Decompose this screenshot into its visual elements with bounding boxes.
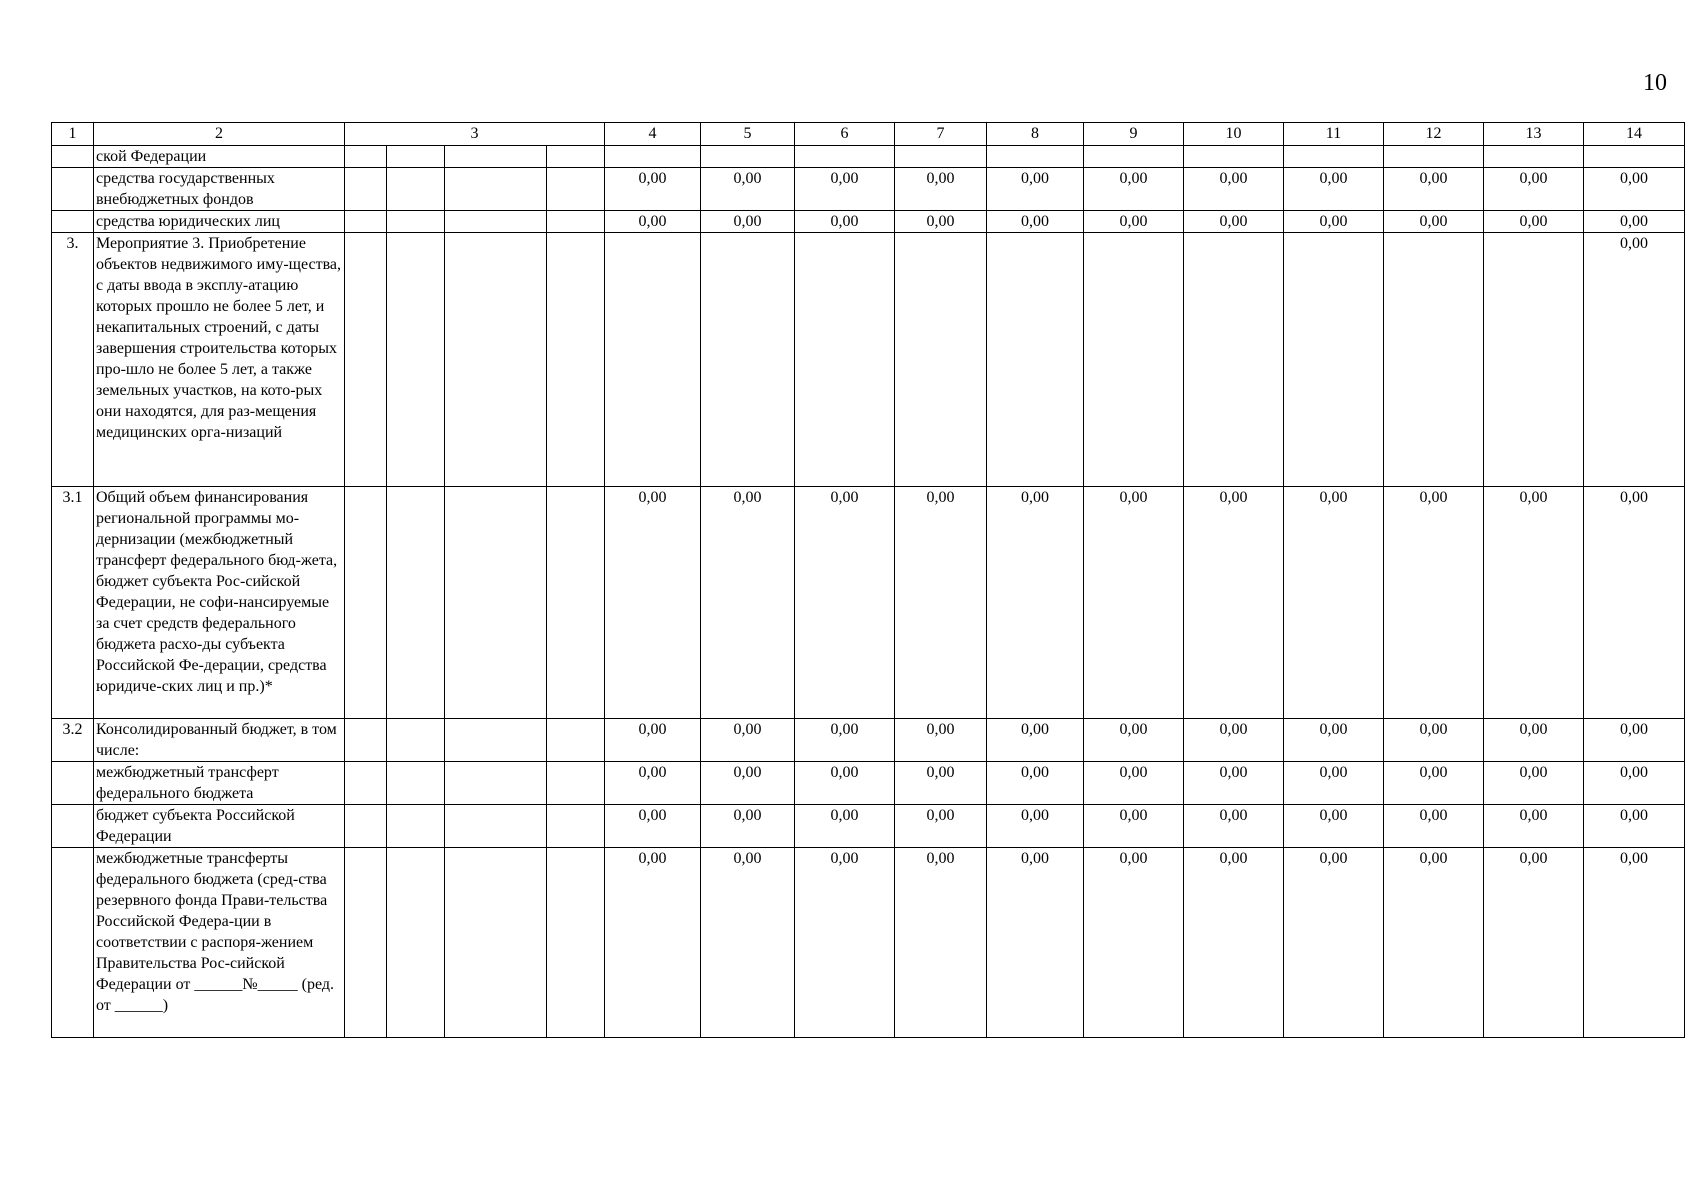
value-cell: 0,00 bbox=[1284, 805, 1384, 848]
table-row bbox=[52, 805, 1685, 848]
table-row bbox=[52, 146, 1685, 168]
value-cell: 0,00 bbox=[795, 487, 895, 719]
column-3-subcell bbox=[387, 487, 445, 719]
column-3-subcell bbox=[445, 211, 547, 233]
value-cell: 0,00 bbox=[1184, 848, 1284, 1038]
column-3-subcell bbox=[547, 719, 605, 762]
value-cell: 0,00 bbox=[1084, 719, 1184, 762]
header-cell: 6 bbox=[795, 123, 895, 146]
value-cell: 0,00 bbox=[1584, 233, 1685, 487]
value-cell: 0,00 bbox=[605, 762, 701, 805]
table-row bbox=[52, 233, 1685, 487]
table-row bbox=[52, 719, 1685, 762]
column-3-subcell bbox=[445, 848, 547, 1038]
value-cell: 0,00 bbox=[795, 848, 895, 1038]
column-3-subcell bbox=[387, 805, 445, 848]
value-cell: 0,00 bbox=[1584, 211, 1685, 233]
value-cell: 0,00 bbox=[1184, 805, 1284, 848]
value-cell: 0,00 bbox=[987, 211, 1084, 233]
column-3-subcell bbox=[345, 487, 387, 719]
column-3-subcell bbox=[445, 146, 547, 168]
row-index: 3. bbox=[52, 233, 94, 487]
value-cell: 0,00 bbox=[1084, 805, 1184, 848]
column-3-subcell bbox=[547, 233, 605, 487]
header-cell: 1 bbox=[52, 123, 94, 146]
value-cell bbox=[795, 146, 895, 168]
value-cell: 0,00 bbox=[1484, 848, 1584, 1038]
table-row bbox=[52, 211, 1685, 233]
value-cell: 0,00 bbox=[1484, 762, 1584, 805]
value-cell bbox=[605, 233, 701, 487]
value-cell: 0,00 bbox=[1084, 211, 1184, 233]
column-3-subcell bbox=[387, 233, 445, 487]
row-description: бюджет субъекта Российской Федерации bbox=[94, 805, 345, 848]
value-cell: 0,00 bbox=[701, 719, 795, 762]
row-description: средства юридических лиц bbox=[94, 211, 345, 233]
value-cell bbox=[1284, 233, 1384, 487]
value-cell: 0,00 bbox=[895, 848, 987, 1038]
column-3-subcell bbox=[547, 168, 605, 211]
value-cell bbox=[1584, 146, 1685, 168]
row-index: 3.1 bbox=[52, 487, 94, 719]
row-index: 3.2 bbox=[52, 719, 94, 762]
value-cell: 0,00 bbox=[1084, 762, 1184, 805]
column-3-subcell bbox=[445, 487, 547, 719]
value-cell: 0,00 bbox=[1584, 762, 1685, 805]
value-cell: 0,00 bbox=[1484, 168, 1584, 211]
row-description: средства государственных внебюджетных фондов bbox=[94, 168, 345, 211]
value-cell bbox=[1284, 146, 1384, 168]
row-index bbox=[52, 146, 94, 168]
value-cell: 0,00 bbox=[1184, 762, 1284, 805]
column-3-subcell bbox=[387, 848, 445, 1038]
value-cell: 0,00 bbox=[1584, 719, 1685, 762]
value-cell: 0,00 bbox=[1284, 719, 1384, 762]
value-cell bbox=[987, 233, 1084, 487]
column-3-subcell bbox=[345, 211, 387, 233]
value-cell: 0,00 bbox=[895, 805, 987, 848]
column-3-subcell bbox=[547, 805, 605, 848]
column-3-subcell bbox=[345, 233, 387, 487]
value-cell: 0,00 bbox=[1584, 487, 1685, 719]
value-cell bbox=[895, 146, 987, 168]
value-cell bbox=[795, 233, 895, 487]
value-cell bbox=[1484, 146, 1584, 168]
value-cell bbox=[895, 233, 987, 487]
value-cell: 0,00 bbox=[795, 805, 895, 848]
value-cell: 0,00 bbox=[701, 762, 795, 805]
column-3-subcell bbox=[445, 168, 547, 211]
value-cell: 0,00 bbox=[987, 762, 1084, 805]
value-cell: 0,00 bbox=[701, 805, 795, 848]
column-3-subcell bbox=[445, 233, 547, 487]
value-cell: 0,00 bbox=[1384, 719, 1484, 762]
value-cell: 0,00 bbox=[1184, 487, 1284, 719]
value-cell: 0,00 bbox=[1284, 762, 1384, 805]
column-3-subcell bbox=[445, 762, 547, 805]
value-cell: 0,00 bbox=[605, 211, 701, 233]
value-cell bbox=[1484, 233, 1584, 487]
value-cell: 0,00 bbox=[1584, 848, 1685, 1038]
column-3-subcell bbox=[445, 805, 547, 848]
value-cell: 0,00 bbox=[1484, 487, 1584, 719]
value-cell: 0,00 bbox=[987, 719, 1084, 762]
row-index bbox=[52, 168, 94, 211]
header-cell: 8 bbox=[987, 123, 1084, 146]
page-number: 10 bbox=[1643, 70, 1667, 96]
value-cell: 0,00 bbox=[1284, 487, 1384, 719]
value-cell bbox=[1084, 146, 1184, 168]
column-3-subcell bbox=[345, 719, 387, 762]
row-description: Общий объем финансирования региональной программы мо-дернизации (межбюджетный трансферт федерального бюд-жета, бюджет субъекта Рос-сийской Федерации, не софи-нансируемые за счет средств федерального бюджета расхо-ды субъекта Российской Фе-дерации, средства юридиче-ских лиц и пр.)* bbox=[94, 487, 345, 719]
header-cell: 12 bbox=[1384, 123, 1484, 146]
header-cell: 4 bbox=[605, 123, 701, 146]
column-3-subcell bbox=[547, 211, 605, 233]
value-cell bbox=[701, 233, 795, 487]
value-cell: 0,00 bbox=[895, 762, 987, 805]
value-cell: 0,00 bbox=[701, 168, 795, 211]
value-cell: 0,00 bbox=[1484, 805, 1584, 848]
value-cell: 0,00 bbox=[1284, 211, 1384, 233]
value-cell bbox=[987, 146, 1084, 168]
value-cell bbox=[1384, 233, 1484, 487]
value-cell: 0,00 bbox=[1384, 211, 1484, 233]
value-cell: 0,00 bbox=[895, 487, 987, 719]
header-cell: 11 bbox=[1284, 123, 1384, 146]
table-row bbox=[52, 168, 1685, 211]
value-cell bbox=[1084, 233, 1184, 487]
header-cell: 9 bbox=[1084, 123, 1184, 146]
value-cell: 0,00 bbox=[1484, 719, 1584, 762]
column-3-subcell bbox=[345, 146, 387, 168]
value-cell: 0,00 bbox=[895, 211, 987, 233]
value-cell: 0,00 bbox=[1384, 168, 1484, 211]
column-3-subcell bbox=[345, 168, 387, 211]
column-3-subcell bbox=[387, 211, 445, 233]
value-cell: 0,00 bbox=[701, 848, 795, 1038]
value-cell bbox=[1384, 146, 1484, 168]
value-cell: 0,00 bbox=[1584, 168, 1685, 211]
value-cell: 0,00 bbox=[1584, 805, 1685, 848]
value-cell: 0,00 bbox=[987, 487, 1084, 719]
value-cell: 0,00 bbox=[701, 211, 795, 233]
value-cell: 0,00 bbox=[795, 211, 895, 233]
value-cell bbox=[701, 146, 795, 168]
value-cell: 0,00 bbox=[895, 719, 987, 762]
value-cell: 0,00 bbox=[1084, 487, 1184, 719]
value-cell: 0,00 bbox=[1284, 848, 1384, 1038]
header-cell: 7 bbox=[895, 123, 987, 146]
value-cell: 0,00 bbox=[895, 168, 987, 211]
column-3-subcell bbox=[387, 762, 445, 805]
header-cell: 14 bbox=[1584, 123, 1685, 146]
column-3-subcell bbox=[387, 168, 445, 211]
value-cell: 0,00 bbox=[1484, 211, 1584, 233]
value-cell: 0,00 bbox=[605, 848, 701, 1038]
value-cell: 0,00 bbox=[605, 805, 701, 848]
value-cell: 0,00 bbox=[1384, 762, 1484, 805]
header-cell: 10 bbox=[1184, 123, 1284, 146]
column-3-subcell bbox=[345, 805, 387, 848]
header-cell: 5 bbox=[701, 123, 795, 146]
column-3-subcell bbox=[547, 487, 605, 719]
table-row bbox=[52, 848, 1685, 1038]
value-cell: 0,00 bbox=[605, 487, 701, 719]
value-cell: 0,00 bbox=[701, 487, 795, 719]
value-cell bbox=[1184, 146, 1284, 168]
row-description: ской Федерации bbox=[94, 146, 345, 168]
column-3-subcell bbox=[547, 146, 605, 168]
table-row bbox=[52, 762, 1685, 805]
value-cell: 0,00 bbox=[1184, 168, 1284, 211]
column-3-subcell bbox=[387, 719, 445, 762]
value-cell: 0,00 bbox=[1284, 168, 1384, 211]
row-description: межбюджетные трансферты федерального бюджета (сред-ства резервного фонда Прави-тельства Российской Федера-ции в соответствии с распоря-жением Правительства Рос-сийской Федерации от ______№_____ (ред. от ______) bbox=[94, 848, 345, 1038]
column-3-subcell bbox=[345, 762, 387, 805]
row-description: межбюджетный трансферт федерального бюджета bbox=[94, 762, 345, 805]
value-cell: 0,00 bbox=[1084, 168, 1184, 211]
value-cell: 0,00 bbox=[987, 805, 1084, 848]
value-cell: 0,00 bbox=[1384, 848, 1484, 1038]
header-cell: 3 bbox=[345, 123, 605, 146]
value-cell: 0,00 bbox=[795, 762, 895, 805]
row-description: Мероприятие 3. Приобретение объектов недвижимого иму-щества, с даты ввода в эксплу-атацию которых прошло не более 5 лет, и некапитальных строений, с даты завершения строительства которых про-шло не более 5 лет, а также земельных участков, на кото-рых они находятся, для раз-мещения медицинских орга-низаций bbox=[94, 233, 345, 487]
value-cell: 0,00 bbox=[987, 168, 1084, 211]
value-cell: 0,00 bbox=[605, 719, 701, 762]
value-cell: 0,00 bbox=[795, 168, 895, 211]
row-index bbox=[52, 211, 94, 233]
value-cell: 0,00 bbox=[795, 719, 895, 762]
value-cell: 0,00 bbox=[1184, 211, 1284, 233]
value-cell: 0,00 bbox=[1184, 719, 1284, 762]
header-cell: 2 bbox=[94, 123, 345, 146]
value-cell bbox=[1184, 233, 1284, 487]
column-3-subcell bbox=[547, 848, 605, 1038]
row-description: Консолидированный бюджет, в том числе: bbox=[94, 719, 345, 762]
value-cell: 0,00 bbox=[987, 848, 1084, 1038]
value-cell bbox=[605, 146, 701, 168]
column-3-subcell bbox=[345, 848, 387, 1038]
value-cell: 0,00 bbox=[1084, 848, 1184, 1038]
value-cell: 0,00 bbox=[1384, 487, 1484, 719]
value-cell: 0,00 bbox=[1384, 805, 1484, 848]
header-cell: 13 bbox=[1484, 123, 1584, 146]
column-3-subcell bbox=[445, 719, 547, 762]
row-index bbox=[52, 805, 94, 848]
column-3-subcell bbox=[387, 146, 445, 168]
row-index bbox=[52, 762, 94, 805]
column-3-subcell bbox=[547, 762, 605, 805]
row-index bbox=[52, 848, 94, 1038]
value-cell: 0,00 bbox=[605, 168, 701, 211]
header-row bbox=[52, 123, 1685, 146]
table-row bbox=[52, 487, 1685, 719]
budget-table bbox=[51, 122, 1685, 1038]
